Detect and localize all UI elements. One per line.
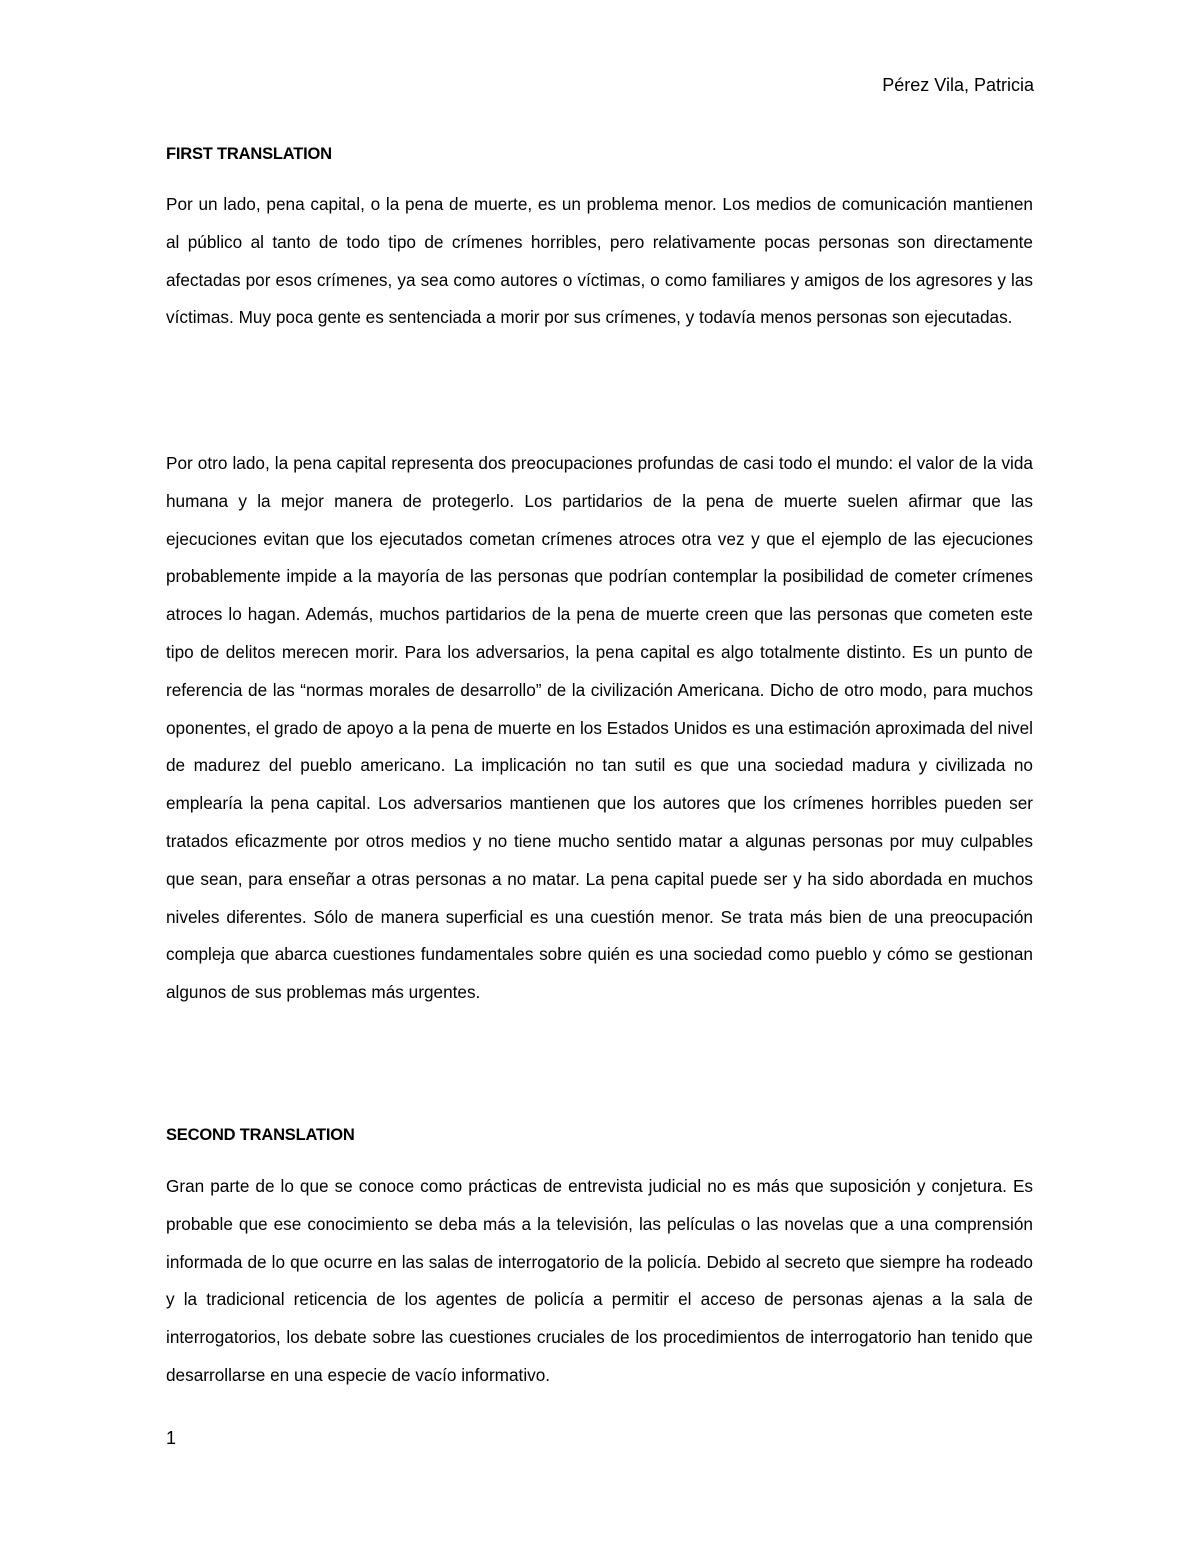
header-author-name: Pérez Vila, Patricia: [882, 75, 1034, 95]
paragraph: Por un lado, pena capital, o la pena de muerte, es un problema menor. Los medios de comunicación mantienen al público al tanto de todo tipo de crímenes horribles, pero relativamente pocas personas son directamente afectadas por esos crímenes, ya sea como autores o víctimas, o como familiares y amigos de los agresores y las víctimas. Muy poca gente es sentenciada a morir por sus crímenes, y todavía menos personas son ejecutadas.: [166, 194, 1033, 328]
page-number: 1: [166, 1428, 177, 1448]
paragraph: Gran parte de lo que se conoce como prácticas de entrevista judicial no es más que suposición y conjetura. Es probable que ese conocimiento se deba más a la televisión, las películas o las novelas que a una comprensión informada de lo que ocurre en las salas de interrogatorio de la policía. Debido al secreto que siempre ha rodeado y la tradicional reticencia de los agentes de policía a permitir el acceso de personas ajenas a la sala de interrogatorios, los debate sobre las cuestiones cruciales de los procedimientos de interrogatorio han tenido que desarrollarse en una especie de vacío informativo.: [166, 1176, 1033, 1385]
section-heading-second-translation: SECOND TRANSLATION: [166, 1126, 355, 1144]
section-heading-first-translation: FIRST TRANSLATION: [166, 145, 332, 163]
paragraph: Por otro lado, la pena capital representa dos preocupaciones profundas de casi todo el mundo: el valor de la vida humana y la mejor manera de protegerlo. Los partidarios de la pena de muerte suelen afirmar que las ejecuciones evitan que los ejecutados cometan crímenes atroces otra vez y que el ejemplo de las ejecuciones probablemente impide a la mayoría de las personas que podrían contemplar la posibilidad de cometer crímenes atroces lo hagan. Además, muchos partidarios de la pena de muerte creen que las personas que cometen este tipo de delitos merecen morir. Para los adversarios, la pena capital es algo totalmente distinto. Es un punto de referencia de las “normas morales de desarrollo” de la civilización Americana. Dicho de otro modo, para muchos oponentes, el grado de apoyo a la pena de muerte en los Estados Unidos es una estimación aproximada del nivel de madurez del pueblo americano. La implicación no tan sutil es que una sociedad madura y civilizada no emplearía la pena capital. Los adversarios mantienen que los autores que los crímenes horribles pueden ser tratados eficazmente por otros medios y no tiene mucho sentido matar a algunas personas por muy culpables que sean, para enseñar a otras personas a no matar. La pena capital puede ser y ha sido abordada en muchos niveles diferentes. Sólo de manera superficial es una cuestión menor. Se trata más bien de una preocupación compleja que abarca cuestiones fundamentales sobre quién es una sociedad como pueblo y cómo se gestionan algunos de sus problemas más urgentes.: [166, 453, 1033, 1003]
